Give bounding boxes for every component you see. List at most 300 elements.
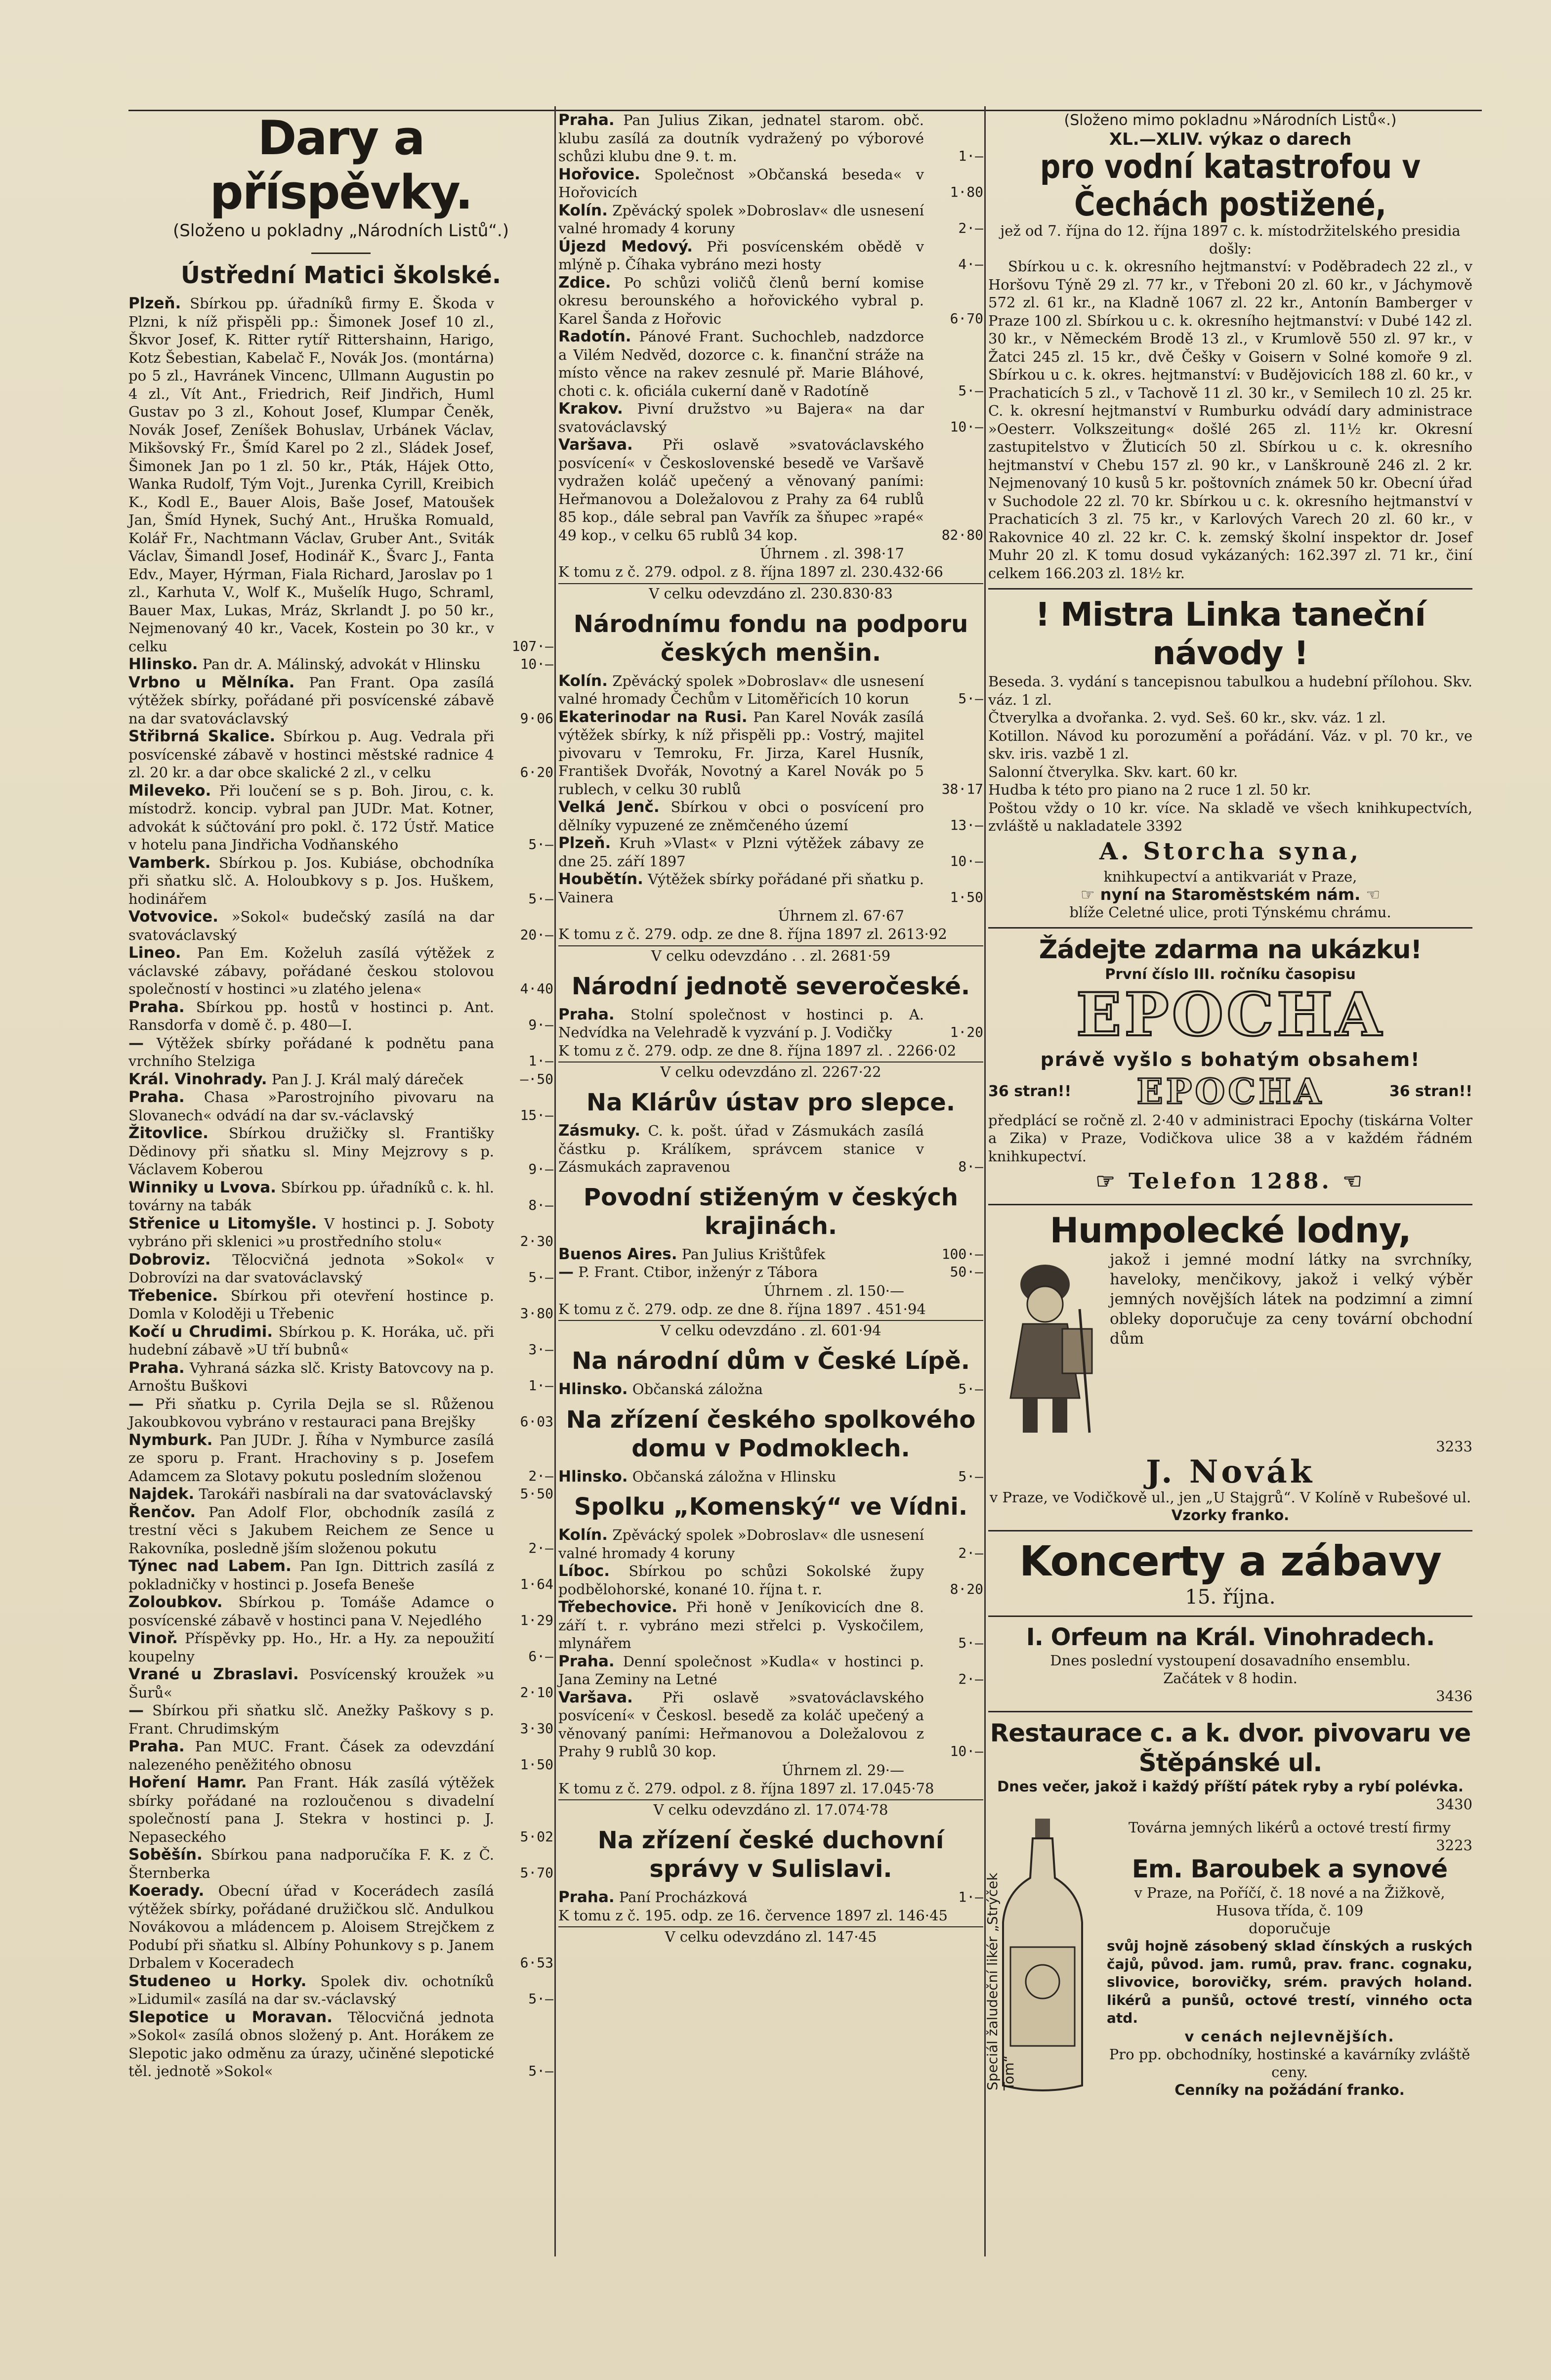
donation-list bbox=[558, 1122, 983, 1176]
entry-amount: 5·— bbox=[528, 1269, 553, 1285]
dealers-line: Pro pp. obchodníky, hostinské a kavárníky zvláště ceny. bbox=[1109, 2045, 1470, 2081]
ad-list-item: Salonní čtverylka. Skv. kart. 60 kr. bbox=[988, 763, 1238, 780]
entry-place: Praha. bbox=[558, 1888, 615, 1906]
entry-place: Praha. bbox=[128, 998, 185, 1016]
entry-text: Při posvícenském obědě v mlýně p. Číhaka vybráno mezi hosty bbox=[558, 238, 924, 273]
ad-code: 3436 bbox=[1436, 1687, 1472, 1704]
entry-place: Praha. bbox=[558, 111, 615, 129]
entry-amount: 10·— bbox=[520, 656, 553, 672]
entry-text: Vyhraná sázka slč. Kristy Batovcovy na p. Arnoštu Buškovi bbox=[128, 1359, 494, 1394]
donation-entry bbox=[128, 1287, 553, 1323]
entry-amount: 3·— bbox=[528, 1341, 553, 1358]
donation-entry bbox=[128, 295, 553, 655]
ad-title: Žádejte zdarma na ukázku! bbox=[1039, 935, 1422, 965]
firm-name: J. Novák bbox=[1145, 1453, 1315, 1490]
venue-line: Dnes poslední vystoupení dosavadního ensemblu. bbox=[1050, 1652, 1411, 1669]
donation-list bbox=[558, 111, 983, 544]
donation-entry bbox=[558, 708, 983, 799]
entry-place: Velká Jenč. bbox=[558, 798, 660, 816]
ad-pages-row bbox=[988, 1072, 1472, 1111]
entry-place: Praha. bbox=[128, 1738, 185, 1755]
section-heading: Spolku „Komenský“ ve Vídni. bbox=[574, 1493, 968, 1521]
entry-place: Praha. bbox=[558, 1005, 615, 1023]
carry-over: K tomu z č. 279. odp. ze dne 8. října 1897 zl. . 2266·02 bbox=[558, 1042, 957, 1059]
donation-entry bbox=[558, 1468, 983, 1486]
entry-text: Při oslavě »svatováclavského posvícení« v Českosl. besedě za koláč upečený a věnovaný paními: Heřmanovou a Doležalovou z Prahy 9 rublů 30 kop. bbox=[558, 1689, 924, 1760]
entry-text: Při sňatku p. Cyrila Dejla se sl. Růženou Jakoubkovou vybráno v restauraci pana Brejšky bbox=[128, 1395, 494, 1430]
donation-entry bbox=[128, 1557, 553, 1593]
firm-name: Em. Baroubek a synové bbox=[1132, 1855, 1448, 1883]
entry-amount: 6·53 bbox=[520, 1955, 553, 1971]
donation-entry bbox=[558, 1006, 983, 1042]
ad-subtitle: První číslo III. ročníku časopisu bbox=[1105, 965, 1356, 982]
entry-amount: 5·50 bbox=[520, 1486, 553, 1502]
entry-text: Spolek div. ochotníků »Lidumil« zasílá na dar sv.-václavský bbox=[128, 1972, 494, 2007]
donation-entry bbox=[128, 1395, 553, 1431]
entry-amount: 38·17 bbox=[941, 780, 983, 797]
entry-amount: 10·— bbox=[950, 1743, 983, 1759]
donation-entry bbox=[558, 1888, 983, 1907]
entry-text: Posvícenský kroužek »u Šurů« bbox=[128, 1666, 495, 1701]
ad-code: 3233 bbox=[1436, 1438, 1472, 1455]
entry-place: Plzeň. bbox=[128, 295, 181, 312]
donation-entry bbox=[558, 1263, 983, 1281]
telephone-text: Telefon 1288. bbox=[1129, 1169, 1332, 1194]
entry-place: Votvovice. bbox=[128, 908, 218, 926]
donation-entry bbox=[558, 1653, 983, 1689]
donation-entry bbox=[558, 1122, 983, 1176]
entry-amount: 8·— bbox=[528, 1197, 553, 1213]
entry-text: Sbírkou pp. hostů v hostinci p. Ant. Ransdorfa v domě č. p. 480—I. bbox=[128, 998, 494, 1033]
entry-text: Při loučení se s p. Boh. Jirou, c. k. místodrž. koncip. vybral pan JUDr. Mat. Kotner, advokát k súčtování pro pokl. č. 172 Ústř. Matice v hotelu pana Jindřicha Vodňanského bbox=[128, 782, 494, 853]
entry-text: Příspěvky pp. Ho., Hr. a Hy. za nepoužití koupelny bbox=[128, 1630, 494, 1665]
entry-text: Pan Em. Koželuh zasílá výtěžek z václavské zábavy, pořádané českou stolovou společností v hostinci »u zlatého jelena« bbox=[128, 944, 494, 997]
entry-place: Třebechovice. bbox=[558, 1598, 678, 1616]
section-heading: Národní jednotě severočeské. bbox=[571, 972, 970, 1000]
entry-text: Při oslavě »svatováclavského posvícení« v Československé besedě ve Varšavě vydražen koláč upečený a věnovaný paními: Heřmanovou a Doležalovou z Prahy za 64 rublů 85 kop., dále sebral pan Vavřík za šňupec »rapé« 49 kop., v celku 65 rublů 34 kop. bbox=[558, 436, 924, 544]
entry-amount: 82·80 bbox=[941, 526, 983, 543]
entry-text: Pivní družstvo »u Bajera« na dar svatováclavský bbox=[558, 400, 924, 435]
entry-place: Praha. bbox=[558, 1652, 615, 1670]
column-2 bbox=[558, 111, 983, 2252]
entry-text: Pan MUC. Frant. Čásek za odevzdání nalezeného peněžitého obnosu bbox=[128, 1738, 494, 1773]
donation-entry bbox=[128, 1323, 553, 1359]
entry-amount: 1·29 bbox=[520, 1612, 553, 1628]
donation-entry bbox=[558, 672, 983, 708]
divider bbox=[988, 1615, 1472, 1617]
subtotal: Úhrnem zl. 29·— bbox=[782, 1761, 904, 1779]
entry-place: Kolín. bbox=[558, 672, 608, 690]
entry-text: Sbírkou p. K. Horáka, uč. při hudební zábavě »U tří bubnů« bbox=[128, 1323, 495, 1358]
epocha-logo: EPOCHA bbox=[1076, 979, 1385, 1050]
entry-text: Sbírkou pp. úřadníků firmy E. Škoda v Plzni, k níž přispěli pp.: Šimonek Josef 10 zl., Škvor Josef, K. Ritter rytíř Rittershainn, Harigo, Kotz Šebestian, Kabelač F., Novák Jos. (montárna) po 5 zl., Havránek Vincenc, Ullmann Augustin po 4 zl., Vít Ant., Friedrich, Reif Jindřich, Huml Gustav po 3 zl., Kohout Josef, Klumpar Čeněk, Novák Josef, Zeníšek Bohuslav, Urbánek Václav, Mikšovský Fr., Šmíd Karel po 2 zl., Sládek Josef, Šimonek Jan po 1 zl. 50 kr., Pták, Hájek Otto, Wanka Rudolf, Tým Vojt., Jurenka Cyrill, Kreibich K., Kodl E., Bauer Alois, Baše Josef, Matoušek Jan, Šmíd Hynek, Suchý Ant., Hruška Romuald, Kolář Fr., Nachtmann Václav, Gruber Ant., Sviták Václav, Šimandl Josef, Hodinář K., Švarc J., Fanta Edv., Mayer, Hýrman, Fiala Richard, Jaroslav po 1 zl., Karhuta V., Wolf K., Mušelík Hugo, Schraml, Bauer Max, Lukas, Mráz, Skrlandt J. po 50 kr., Nejmenovaný 40 kr., Vacek, Kostein po 30 kr., v celku bbox=[128, 295, 494, 655]
donation-entry bbox=[558, 238, 983, 274]
entry-amount: 6·— bbox=[528, 1648, 553, 1664]
donation-entry bbox=[128, 1882, 553, 1972]
entry-amount: 1·— bbox=[528, 1053, 553, 1069]
ad-text: předplácí se ročně zl. 2·40 v administraci Epochy (tiskárna Volter a Zika) v Praze, Vodičkova ulice 38 a v každém řádném knihkupectví. bbox=[988, 1111, 1472, 1165]
donation-entry bbox=[128, 1503, 553, 1558]
entry-amount: 1·64 bbox=[520, 1575, 553, 1592]
donation-entry bbox=[558, 870, 983, 906]
entry-place: Soběšín. bbox=[128, 1846, 203, 1864]
entry-place: Najdek. bbox=[128, 1485, 195, 1503]
donation-entry bbox=[558, 798, 983, 834]
entry-text: Sbírkou po schůzi Sokolské župy podbělohorské, konané 10. října t. r. bbox=[558, 1563, 924, 1598]
epocha-logo-small: EPOCHA bbox=[1136, 1070, 1324, 1112]
entry-amount: 8·— bbox=[958, 1158, 983, 1175]
entry-text: Sbírkou pp. úřadníků c. k. hl. továrny na tabák bbox=[128, 1179, 495, 1214]
divider bbox=[311, 253, 371, 254]
entry-amount: 9·06 bbox=[520, 710, 553, 726]
entry-place: Kolín. bbox=[558, 201, 608, 219]
entry-text: Sbírkou družičky sl. Františky Dědinovy při sňatku sl. Miny Mejzrovy s p. Václavem Koberou bbox=[128, 1125, 494, 1178]
entry-place: Třebenice. bbox=[128, 1286, 218, 1305]
entry-text: Pan Ign. Dittrich zasílá z pokladničky v hostinci p. Josefa Beneše bbox=[128, 1558, 495, 1593]
entry-place: Winniky u Lvova. bbox=[128, 1178, 276, 1196]
ad-title: Humpolecké lodny, bbox=[1049, 1210, 1411, 1251]
entry-place: Studeneo u Horky. bbox=[128, 1972, 307, 1990]
ad-list-item: Kotillon. Návod ku porozumění a pořádání. Váz. v pl. 70 kr., ve skv. iris. vazbě 1 zl. bbox=[988, 727, 1472, 762]
total: V celku odevzdáno . zl. 601·94 bbox=[558, 1320, 983, 1340]
entry-text: Pan Frant. Opa zasílá výtěžek sbírky, pořádané při posvícenské zábavě na dar svatováclavský bbox=[128, 674, 495, 727]
donation-entry bbox=[128, 1088, 553, 1124]
total: V celku odevzdáno zl. 147·45 bbox=[558, 1926, 983, 1946]
entry-text: Sbírkou při sňatku slč. Anežky Paškovy s p. Frant. Chrudimským bbox=[128, 1702, 495, 1737]
entry-place: Střenice u Litomyšle. bbox=[128, 1214, 317, 1232]
ad-title: ! Mistra Linka taneční návody ! bbox=[1035, 595, 1425, 672]
entry-place: Vamberk. bbox=[128, 853, 211, 872]
carry-over: K tomu z č. 279. odpol. z 8. října 1897 zl. 17.045·78 bbox=[558, 1780, 934, 1797]
entry-text: Tělocvičná jednota »Sokol« zasílá obnos složený p. Ant. Horákem ze Slepotic jako odměnu za úrazy, učiněné slepotické těl. jednotě »Sokol« bbox=[128, 2008, 494, 2080]
entry-place: Slepotice u Moravan. bbox=[128, 2008, 333, 2026]
entry-amount: 10·— bbox=[950, 418, 983, 435]
entry-place: Kolín. bbox=[558, 1526, 608, 1544]
entry-place: Koerady. bbox=[128, 1882, 205, 1900]
publisher-location: blíže Celetné ulice, proti Týnskému chrámu. bbox=[1069, 903, 1391, 921]
entry-text: C. k. pošt. úřad v Zásmukách zasílá částku p. Králíkem, správcem stanice v Zásmukách zapravenou bbox=[558, 1122, 924, 1175]
entry-text: Sbírkou p. Jos. Kubiáse, obchodníka při sňatku slč. A. Holoubkovy s p. Jos. Huškem, hodinářem bbox=[128, 854, 495, 907]
column-divider-1 bbox=[554, 106, 556, 2256]
publisher-address: ☞ nyní na Staroměstském nám. ☜ bbox=[1080, 885, 1381, 904]
entry-place: Vrbno u Mělníka. bbox=[128, 673, 295, 691]
entry-text: Pan Frant. Hák zasílá výtěžek sbírky pořádané na rozloučenou s divadelní společností pana J. Stekra v hostinci p. J. Nepaseckého bbox=[128, 1774, 494, 1845]
donation-list bbox=[558, 1006, 983, 1042]
entry-amount: 15·— bbox=[520, 1106, 553, 1123]
donation-entry bbox=[558, 1380, 983, 1399]
entry-text: Zpěvácký spolek »Dobroslav« dle usnesení valné hromady Čechům v Litoměřicích 10 korun bbox=[558, 672, 924, 707]
donation-list bbox=[558, 672, 983, 907]
donation-entry bbox=[128, 854, 553, 908]
ad-code: 3223 bbox=[1436, 1836, 1472, 1854]
entry-text: Pan dr. A. Málinský, advokát v Hlinsku bbox=[202, 656, 481, 673]
entry-place: Houbětín. bbox=[558, 870, 643, 888]
entry-text: Denní společnost »Kudla« v hostinci p. Jana Zeminy na Letné bbox=[558, 1653, 924, 1688]
entry-amount: 5·— bbox=[958, 382, 983, 399]
entry-place: — bbox=[128, 1034, 144, 1052]
entry-amount: 1·— bbox=[958, 148, 983, 164]
donation-entry bbox=[128, 1070, 553, 1089]
divider bbox=[988, 1204, 1472, 1205]
entry-text: Výtěžek sbírky pořádané při sňatku p. Vainera bbox=[558, 871, 924, 906]
entry-amount: 5·— bbox=[958, 1635, 983, 1651]
entry-amount: 2·— bbox=[528, 1539, 553, 1556]
entry-place: Řenčov. bbox=[128, 1503, 196, 1521]
entry-amount: 6·20 bbox=[520, 764, 553, 780]
entry-amount: 2·— bbox=[958, 220, 983, 236]
donation-entry bbox=[128, 727, 553, 782]
entry-place: Zoloubkov. bbox=[128, 1593, 223, 1611]
subtotal: Úhrnem zl. 67·67 bbox=[778, 907, 904, 924]
carry-over: K tomu z č. 279. odpol. z 8. října 1897 zl. 230.432·66 bbox=[558, 563, 943, 580]
entry-place: Vinoř. bbox=[128, 1629, 178, 1647]
donation-entry bbox=[128, 674, 553, 728]
entry-text: Občanská záložna v Hlinsku bbox=[632, 1468, 837, 1485]
entry-place: — bbox=[128, 1395, 144, 1413]
venue-time: Začátek v 8 hodin. bbox=[1163, 1669, 1298, 1687]
ad-list-item: Hudba k této pro piano na 2 ruce 1 zl. 50 kr. bbox=[988, 781, 1311, 798]
ad-code: 3430 bbox=[1436, 1796, 1472, 1813]
entry-place: Varšava. bbox=[558, 1688, 633, 1706]
entry-text: Tarokáři nasbírali na dar svatováclavský bbox=[199, 1486, 493, 1502]
entry-place: Hořovice. bbox=[558, 165, 640, 183]
donation-entry bbox=[128, 1846, 553, 1882]
ad-date: 15. října. bbox=[1185, 1585, 1276, 1609]
carry-over: K tomu z č. 279. odp. ze dne 8. října 1897 . 451·94 bbox=[558, 1300, 926, 1318]
divider bbox=[988, 927, 1472, 929]
entry-place: Varšava. bbox=[558, 436, 633, 454]
entry-amount: 4·— bbox=[958, 256, 983, 272]
donation-entry bbox=[558, 1562, 983, 1598]
donation-entry bbox=[558, 166, 983, 202]
total: V celku odevzdáno zl. 2267·22 bbox=[558, 1062, 983, 1081]
entry-amount: 2·— bbox=[528, 1467, 553, 1484]
donation-entry bbox=[558, 1245, 983, 1264]
figure-illustration bbox=[988, 1250, 1102, 1438]
firm-address: v Praze, na Poříčí, č. 18 nové a na Žižkově, Husova třída, č. 109 bbox=[1134, 1884, 1445, 1919]
entry-place: Hlinsko. bbox=[558, 1380, 628, 1398]
entry-amount: 3·80 bbox=[520, 1305, 553, 1321]
column-1 bbox=[128, 111, 553, 2252]
entry-amount: 5·— bbox=[958, 1381, 983, 1397]
donation-entry bbox=[128, 2008, 553, 2081]
entry-text: Při honě v Jeníkovicích dne 8. září t. r. vybráno mezi střelci p. Vyskočilem, mlynářem bbox=[558, 1599, 924, 1652]
entry-text: Sbírkou p. Aug. Vedrala při posvícenské zábavě v hostinci městské radnice 4 zl. 20 kr. a dar obce skalické 2 zl., v celku bbox=[128, 728, 495, 781]
column-header: (Složeno mimo pokladnu »Národních Listů«.) bbox=[1064, 112, 1397, 129]
recommends: doporučuje bbox=[1249, 1920, 1331, 1937]
entry-amount: 10·— bbox=[950, 852, 983, 869]
entry-amount: 2·— bbox=[958, 1544, 983, 1561]
entry-amount: 5·— bbox=[958, 690, 983, 707]
donation-entry bbox=[128, 998, 553, 1034]
donation-entry bbox=[558, 1598, 983, 1653]
section-heading: Povodní stiženým v českých krajinách. bbox=[583, 1183, 959, 1240]
donation-entry bbox=[128, 1179, 553, 1215]
ad-text: jakož i jemné modní látky na svrchníky, haveloky, menčikovy, jakož i velký výběr jemných novějších látek na podzimní a zimní obleky doporučuje za ceny tovární obchodní dům bbox=[1110, 1251, 1472, 1348]
entry-amount: 5·70 bbox=[520, 1864, 553, 1881]
masthead-title: Dary a příspěvky. bbox=[210, 111, 472, 220]
entry-place: Vrané u Zbraslavi. bbox=[128, 1665, 299, 1683]
entry-amount: 3·30 bbox=[520, 1720, 553, 1737]
ad-body bbox=[988, 1250, 1472, 1438]
subtotal: Úhrnem . zl. 150·— bbox=[763, 1282, 904, 1299]
price-line: v cenách nejlevnějších. bbox=[1184, 2028, 1395, 2045]
entry-place: Plzeň. bbox=[558, 834, 611, 852]
donation-entry bbox=[128, 944, 553, 998]
divider bbox=[988, 1711, 1472, 1712]
ad-list-item: Čtverylka a dvořanka. 2. vyd. Seš. 60 kr., skv. váz. 1 zl. bbox=[988, 709, 1386, 726]
entry-amount: 5·— bbox=[528, 836, 553, 852]
liquor-ad bbox=[984, 1819, 1472, 2098]
entry-text: Pan Julius Zikan, jednatel starom. obč. klubu zasílá za doutník vydražený po výborové schůzi klubu dne 9. t. m. bbox=[558, 112, 924, 165]
section-heading: Na Klárův ústav pro slepce. bbox=[586, 1089, 956, 1116]
entry-amount: 20·— bbox=[520, 926, 553, 943]
donation-entry bbox=[128, 1593, 553, 1629]
entry-place: Praha. bbox=[128, 1359, 185, 1377]
entry-amount: —·50 bbox=[520, 1070, 553, 1087]
entry-place: Zásmuky. bbox=[558, 1122, 640, 1140]
subtotal: Úhrnem . zl. 398·17 bbox=[759, 545, 904, 562]
entry-place: Žitovlice. bbox=[128, 1124, 209, 1142]
entry-amount: 5·— bbox=[958, 1468, 983, 1485]
entry-text: Pánové Frant. Suchochleb, nadzdorce a Vilém Nedvěd, dozorce c. k. finanční stráže na místo věnce na rakev zesnulé př. Marie Bláhové, choti c. k. oficiála cukerní daně v Radotíně bbox=[558, 328, 924, 399]
entry-amount: 1·50 bbox=[950, 889, 983, 905]
donation-list bbox=[558, 1245, 983, 1281]
entry-text: P. Frant. Ctibor, inženýr z Tábora bbox=[578, 1264, 818, 1280]
entry-place: Praha. bbox=[128, 1088, 185, 1106]
samples: Vzorky franko. bbox=[1171, 1506, 1290, 1524]
donation-entry bbox=[128, 782, 553, 854]
donation-list bbox=[558, 1526, 983, 1761]
entry-text: Občanská záložna bbox=[632, 1381, 763, 1398]
entry-place: Týnec nad Labem. bbox=[128, 1557, 292, 1575]
entry-place: Ekaterinodar na Rusi. bbox=[558, 708, 748, 726]
flood-title: pro vodní katastrofou v Čechách postižené, bbox=[1040, 147, 1421, 224]
entry-text: Pan Adolf Flor, obchodník zasílá z trestní věci s Jakubem Reichem ze Sence u Rakovníka, posledně jším složenou pokutu bbox=[128, 1503, 494, 1557]
donation-entry bbox=[128, 1485, 553, 1503]
ad-text: svůj hojně zásobený sklad čínských a ruských čajů, původ. jam. rumů, prav. franc. cognaku, slivovice, borovičky, srém. pravých holand. likérů a punšů, octové trestí, vinného octa atd. bbox=[1107, 1938, 1472, 2026]
pages-left: 36 stran!! bbox=[988, 1083, 1072, 1100]
entry-text: V hostinci p. J. Soboty vybráno při sklenici »u prostředního stolu« bbox=[128, 1215, 495, 1250]
donation-entry bbox=[128, 1738, 553, 1774]
entry-amount: 1·50 bbox=[520, 1756, 553, 1773]
venue-name: I. Orfeum na Král. Vinohradech. bbox=[1026, 1623, 1435, 1651]
masthead-subtitle: (Složeno u pokladny „Národních Listů“.) bbox=[173, 221, 509, 241]
donation-list bbox=[558, 1380, 983, 1399]
entry-text: Sbírkou v obci o posvícení pro dělníky vypuzené ze zněmčeného území bbox=[558, 799, 924, 834]
total: V celku odevzdáno . . zl. 2681·59 bbox=[558, 945, 983, 965]
entry-text: Pan Julius Krištůfek bbox=[681, 1245, 826, 1263]
entry-text: Zpěvácký spolek »Dobroslav« dle usnesení valné hromady 4 koruny bbox=[558, 1527, 924, 1562]
donation-entry bbox=[558, 436, 983, 544]
flood-subtitle: jež od 7. října do 12. října 1897 c. k. místodržitelského presidia došly: bbox=[1000, 222, 1461, 257]
entry-text: Paní Procházková bbox=[619, 1889, 748, 1906]
divider bbox=[988, 588, 1472, 590]
entry-text: Obecní úřad v Kocerádech zasílá výtěžek sbírky, pořádané družičkou slč. Andulkou Novákovou a mládencem p. Aloisem Strejčkem z Podubí při sňatku sl. Albíny Pohunkovy s p. Janem Drbalem v Koceradech bbox=[128, 1882, 495, 1971]
entry-amount: 2·30 bbox=[520, 1233, 553, 1249]
entry-place: Radotín. bbox=[558, 328, 631, 345]
publisher-name: A. Storcha syna, bbox=[1099, 837, 1362, 865]
liquor-ad-text bbox=[1107, 1819, 1472, 2099]
entry-text: Pan Karel Novák zasílá výtěžek sbírky, k níž přispěli pp.: Vostrý, majitel pivovaru v Temroku, Fr. Jirza, Karel Husník, František Dvořák, Novotný a Karel Novák po 5 rublech, v celku 30 rublů bbox=[558, 708, 924, 798]
entry-amount: 100·— bbox=[941, 1245, 983, 1262]
section-heading: Na národní dům v České Lípě. bbox=[572, 1347, 970, 1375]
entry-amount: 107·— bbox=[511, 638, 553, 654]
firm-address: v Praze, ve Vodičkově ul., jen „U Stajgrů“. V Kolíně v Rubešové ul. bbox=[989, 1488, 1471, 1506]
donation-list bbox=[558, 1888, 983, 1907]
entry-place: Hlinsko. bbox=[558, 1467, 628, 1486]
entry-text: Sbírkou při otevření hostince p. Domla v Koloději u Třebenic bbox=[128, 1287, 494, 1322]
flood-text: Sbírkou u c. k. okresního hejtmanství: v Poděbradech 22 zl., v Horšovu Týně 29 zl. 77 kr., v Třeboni 20 zl. 60 kr., v Jáchymově 572 zl. 61 kr., na Kladně 1067 zl. 22 kr., Antonín Bamberger v Praze 100 zl. Sbírkou u c. k. okresního hejtmanství: v Dubé 142 zl. 30 kr., v Německém Brodě 13 zl., v Krumlově 550 zl. 97 kr., v Žatci 245 zl. 15 kr., dvě Češky v Goisern v Solné komoře 9 zl. Sbírkou u c. k. okres. hejtmanství: v Budějovicích 188 zl. 60 kr., v Prachaticích 5 zl., v Tachově 11 zl. 30 kr., v Semilech 10 zl. 25 kr. C. k. okresní hejtmanství v Rumburku odvádí dary administrace »Oesterr. Volkszeitung« došlé 265 zl. 11½ kr. Okresní zastupitelstvo v Žluticích 50 zl. Sbírkou u c. k. okresního hejtmanství v Chebu 157 zl. 90 kr., v Lanškrouně 246 zl. 2 kr. Nejmenovaný 10 kusů 5 kr. poštovních známek 50 kr. Obecní úřad v Suchodole 22 zl. 70 kr. Sbírkou u c. k. okresního hejtmanství v Prachaticích 3 zl. 75 kr., v Karlových Varech 20 zl. 60 kr., v Rakovnice 40 zl. 22 kr. C. k. zemský školní inspektor dr. Josef Muhr 20 zl. K tomu dosud vykázaných: 162.397 zl. 71 kr., činí celkem 166.203 zl. 18½ kr. bbox=[988, 258, 1472, 582]
entry-amount: 9·— bbox=[528, 1161, 553, 1177]
donation-entry bbox=[128, 1972, 553, 2008]
donation-entry bbox=[128, 1774, 553, 1846]
entry-text: »Sokol« budečský zasílá na dar svatováclavský bbox=[128, 908, 495, 943]
donation-entry bbox=[128, 908, 553, 944]
entry-text: Sbírkou p. Tomáše Adamce o posvícenské zábavě v hostinci pana V. Nejedlého bbox=[128, 1594, 494, 1629]
entry-place: Dobroviz. bbox=[128, 1250, 211, 1269]
telephone: ☞ Telefon 1288. ☜ bbox=[1095, 1169, 1365, 1194]
ad-list-item: Poštou vždy o 10 kr. více. Na skladě ve všech knihkupectvích, zvláště u nakladatele 3392 bbox=[988, 799, 1472, 834]
entry-text: Pan JUDr. J. Říha v Nymburce zasílá ze sporu p. Frant. Hrachoviny s p. Josefem Adamcem za Slotavy pokutu posledním složenou bbox=[128, 1431, 494, 1485]
publisher-line: knihkupectví a antikvariát v Praze, bbox=[1103, 868, 1357, 885]
donation-entry bbox=[128, 1629, 553, 1665]
section-heading: Na zřízení české duchovní správy v Sulislavi. bbox=[597, 1827, 944, 1883]
entry-place: Kočí u Chrudimi. bbox=[128, 1322, 273, 1341]
section-heading: Na zřízení českého spolkového domu v Podmoklech. bbox=[566, 1405, 976, 1462]
entry-place: Král. Vinohrady. bbox=[128, 1070, 267, 1088]
entry-amount: 1·— bbox=[528, 1377, 553, 1394]
donation-entry bbox=[558, 274, 983, 328]
entry-place: Lineo. bbox=[128, 944, 181, 962]
pages-right: 36 stran!! bbox=[1389, 1083, 1472, 1100]
entry-place: Nymburk. bbox=[128, 1431, 213, 1449]
entry-amount: 5·— bbox=[528, 890, 553, 907]
donation-entry bbox=[558, 834, 983, 870]
entry-amount: 6·03 bbox=[520, 1413, 553, 1430]
restaurant-name: Restaurace c. a k. dvor. pivovaru ve Štěpánské ul. bbox=[990, 1719, 1471, 1777]
donation-list bbox=[558, 1468, 983, 1486]
carry-over: K tomu z č. 279. odp. ze dne 8. října 1897 zl. 2613·92 bbox=[558, 926, 947, 942]
donation-entry bbox=[128, 655, 553, 674]
donation-entry bbox=[128, 1665, 553, 1701]
entry-place: — bbox=[558, 1263, 574, 1281]
donation-entry bbox=[558, 202, 983, 238]
entry-amount: 4·40 bbox=[520, 980, 553, 997]
donation-entry bbox=[128, 1359, 553, 1395]
entry-amount: 50·— bbox=[950, 1264, 983, 1280]
ad-list-item: Beseda. 3. vydání s tancepisnou tabulkou a hudební přílohou. Skv. váz. 1 zl. bbox=[988, 673, 1472, 708]
entry-text: Zpěvácký spolek »Dobroslav« dle usnesení valné hromady 4 koruny bbox=[558, 202, 924, 237]
entry-place: Hoření Hamr. bbox=[128, 1774, 247, 1791]
total: V celku odevzdáno zl. 230.830·83 bbox=[558, 583, 983, 603]
entry-place: Střibrná Skalice. bbox=[128, 727, 276, 745]
entry-place: Krakov. bbox=[558, 400, 623, 418]
ad-title: Koncerty a zábavy bbox=[1019, 1536, 1442, 1585]
entry-place: Buenos Aires. bbox=[558, 1245, 677, 1263]
entry-amount: 1·80 bbox=[950, 184, 983, 200]
donation-entry bbox=[128, 1431, 553, 1486]
donation-entry bbox=[128, 1215, 553, 1251]
factory-line: Továrna jemných likérů a octové trestí firmy bbox=[1128, 1819, 1451, 1836]
entry-amount: 5·— bbox=[528, 2063, 553, 2079]
entry-text: Sbírkou pana nadporučíka F. K. z Č. Šternberka bbox=[128, 1846, 494, 1881]
entry-text: Tělocvičná jednota »Sokol« v Dobrovízi na dar svatováclavský bbox=[128, 1251, 494, 1286]
entry-text: Chasa »Parostrojního pivovaru na Slovanech« odvádí na dar sv.-václavský bbox=[128, 1089, 494, 1124]
entry-amount: 5·02 bbox=[520, 1828, 553, 1845]
donation-entry bbox=[558, 1689, 983, 1761]
report-heading: XL.—XLIV. výkaz o darech bbox=[1109, 129, 1352, 149]
